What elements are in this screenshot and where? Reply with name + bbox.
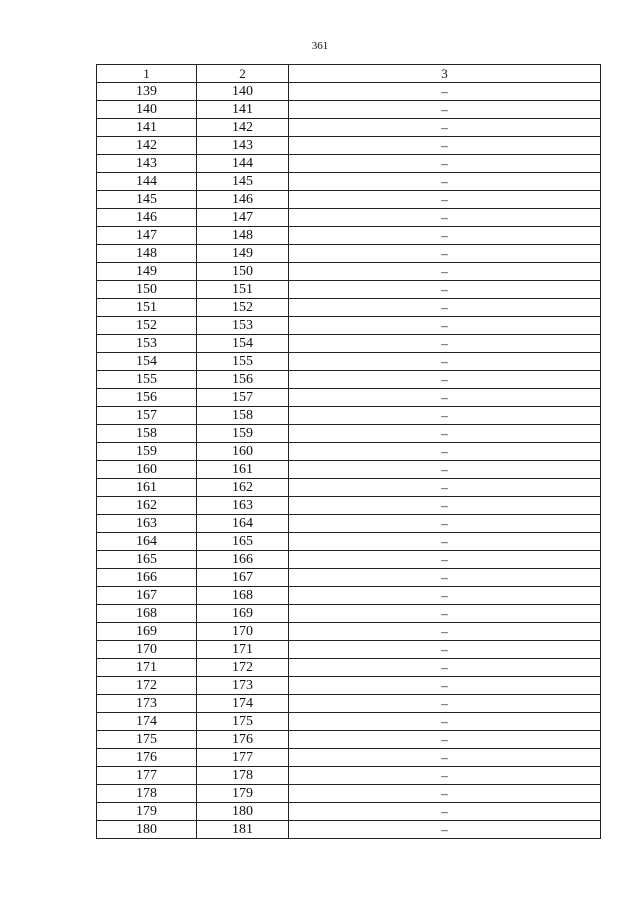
table-cell-col-2: 152 [197, 299, 289, 317]
table-cell-col-1: 162 [97, 497, 197, 515]
table-cell-col-2: 160 [197, 443, 289, 461]
table-cell-col-2: 149 [197, 245, 289, 263]
table-row [97, 281, 601, 299]
table-cell-col-1: 167 [97, 587, 197, 605]
column-header-2: 2 [197, 65, 289, 83]
page-number: 361 [311, 40, 329, 52]
table-cell-col-1: 140 [97, 101, 197, 119]
table-cell-col-2: 155 [197, 353, 289, 371]
table-cell-col-2: 167 [197, 569, 289, 587]
table-body [97, 83, 601, 839]
table-cell-col-2: 165 [197, 533, 289, 551]
table-cell-col-3: – [289, 623, 601, 641]
table-cell-col-3: – [289, 173, 601, 191]
table-cell-col-3: – [289, 479, 601, 497]
table-row [97, 299, 601, 317]
table-cell-col-1: 150 [97, 281, 197, 299]
table-cell-col-1: 159 [97, 443, 197, 461]
table-cell-col-1: 151 [97, 299, 197, 317]
table-cell-col-3: – [289, 371, 601, 389]
table-cell-col-1: 145 [97, 191, 197, 209]
table-row [97, 227, 601, 245]
table-cell-col-3: – [289, 497, 601, 515]
table-cell-col-3: – [289, 245, 601, 263]
table-row [97, 263, 601, 281]
table-cell-col-1: 174 [97, 713, 197, 731]
table-row [97, 407, 601, 425]
table-cell-col-2: 164 [197, 515, 289, 533]
table-cell-col-2: 143 [197, 137, 289, 155]
table-cell-col-1: 178 [97, 785, 197, 803]
table-cell-col-2: 146 [197, 191, 289, 209]
table-cell-col-2: 169 [197, 605, 289, 623]
table-cell-col-2: 166 [197, 551, 289, 569]
table-cell-col-2: 161 [197, 461, 289, 479]
table-cell-col-2: 153 [197, 317, 289, 335]
table-header-row [97, 65, 601, 83]
table-cell-col-2: 140 [197, 83, 289, 101]
table-row [97, 605, 601, 623]
table-cell-col-3: – [289, 551, 601, 569]
table-cell-col-1: 155 [97, 371, 197, 389]
table-cell-col-1: 143 [97, 155, 197, 173]
table-cell-col-1: 170 [97, 641, 197, 659]
table-cell-col-3: – [289, 803, 601, 821]
table-row [97, 335, 601, 353]
table-row [97, 533, 601, 551]
table-row [97, 353, 601, 371]
table-cell-col-3: – [289, 119, 601, 137]
table-cell-col-2: 172 [197, 659, 289, 677]
table-row [97, 623, 601, 641]
table-cell-col-3: – [289, 641, 601, 659]
table-cell-col-2: 154 [197, 335, 289, 353]
table-row [97, 209, 601, 227]
table-cell-col-3: – [289, 299, 601, 317]
table-row [97, 317, 601, 335]
table-cell-col-2: 181 [197, 821, 289, 839]
table-row [97, 749, 601, 767]
table-cell-col-1: 165 [97, 551, 197, 569]
table-row [97, 245, 601, 263]
table-cell-col-3: – [289, 317, 601, 335]
table-cell-col-3: – [289, 191, 601, 209]
table-cell-col-2: 179 [197, 785, 289, 803]
table-cell-col-3: – [289, 533, 601, 551]
table-cell-col-3: – [289, 605, 601, 623]
table-cell-col-1: 160 [97, 461, 197, 479]
table-row [97, 119, 601, 137]
table-row [97, 803, 601, 821]
table-row [97, 497, 601, 515]
table-row [97, 371, 601, 389]
table-cell-col-3: – [289, 749, 601, 767]
table-cell-col-2: 142 [197, 119, 289, 137]
table-cell-col-2: 173 [197, 677, 289, 695]
table-cell-col-3: – [289, 695, 601, 713]
table-cell-col-1: 169 [97, 623, 197, 641]
table-cell-col-2: 176 [197, 731, 289, 749]
table-cell-col-3: – [289, 353, 601, 371]
table-row [97, 389, 601, 407]
table-cell-col-1: 166 [97, 569, 197, 587]
table-row [97, 587, 601, 605]
table-row [97, 677, 601, 695]
table-cell-col-2: 168 [197, 587, 289, 605]
table-cell-col-1: 146 [97, 209, 197, 227]
table-cell-col-1: 172 [97, 677, 197, 695]
table-cell-col-1: 152 [97, 317, 197, 335]
table-row [97, 551, 601, 569]
table-cell-col-1: 147 [97, 227, 197, 245]
table-cell-col-3: – [289, 821, 601, 839]
table-row [97, 155, 601, 173]
table-cell-col-2: 158 [197, 407, 289, 425]
table-cell-col-1: 163 [97, 515, 197, 533]
table-row [97, 515, 601, 533]
table-row [97, 191, 601, 209]
table-row [97, 443, 601, 461]
table-cell-col-1: 142 [97, 137, 197, 155]
table-cell-col-1: 175 [97, 731, 197, 749]
table-cell-col-2: 157 [197, 389, 289, 407]
table-cell-col-3: – [289, 677, 601, 695]
table-cell-col-2: 180 [197, 803, 289, 821]
table-cell-col-1: 144 [97, 173, 197, 191]
table-cell-col-2: 156 [197, 371, 289, 389]
table-cell-col-1: 177 [97, 767, 197, 785]
table-row [97, 137, 601, 155]
table-cell-col-3: – [289, 281, 601, 299]
table-cell-col-1: 164 [97, 533, 197, 551]
table-cell-col-2: 171 [197, 641, 289, 659]
table-cell-col-2: 151 [197, 281, 289, 299]
table-cell-col-3: – [289, 461, 601, 479]
table-row [97, 767, 601, 785]
table-cell-col-3: – [289, 209, 601, 227]
table-cell-col-2: 170 [197, 623, 289, 641]
table-row [97, 173, 601, 191]
table-cell-col-3: – [289, 389, 601, 407]
table-row [97, 83, 601, 101]
table-cell-col-3: – [289, 83, 601, 101]
table-cell-col-3: – [289, 659, 601, 677]
table-cell-col-1: 171 [97, 659, 197, 677]
table-cell-col-3: – [289, 425, 601, 443]
table-cell-col-2: 141 [197, 101, 289, 119]
table-row [97, 461, 601, 479]
table-cell-col-2: 150 [197, 263, 289, 281]
table-cell-col-3: – [289, 407, 601, 425]
table-cell-col-2: 177 [197, 749, 289, 767]
column-header-3: 3 [289, 65, 601, 83]
table-cell-col-3: – [289, 137, 601, 155]
table-row [97, 425, 601, 443]
table-cell-col-3: – [289, 767, 601, 785]
table-cell-col-2: 148 [197, 227, 289, 245]
table-cell-col-1: 168 [97, 605, 197, 623]
table-cell-col-1: 180 [97, 821, 197, 839]
table-row [97, 695, 601, 713]
table-cell-col-2: 162 [197, 479, 289, 497]
table-row [97, 659, 601, 677]
table-cell-col-3: – [289, 587, 601, 605]
table-cell-col-3: – [289, 263, 601, 281]
table-row [97, 713, 601, 731]
table-cell-col-1: 141 [97, 119, 197, 137]
table-cell-col-2: 145 [197, 173, 289, 191]
table-cell-col-1: 179 [97, 803, 197, 821]
table-cell-col-1: 139 [97, 83, 197, 101]
table-cell-col-1: 149 [97, 263, 197, 281]
table-cell-col-3: – [289, 443, 601, 461]
table-row [97, 821, 601, 839]
table-cell-col-1: 157 [97, 407, 197, 425]
table-cell-col-3: – [289, 731, 601, 749]
table-cell-col-1: 148 [97, 245, 197, 263]
table-cell-col-1: 161 [97, 479, 197, 497]
table-cell-col-3: – [289, 785, 601, 803]
table-cell-col-1: 158 [97, 425, 197, 443]
table-cell-col-3: – [289, 155, 601, 173]
table-cell-col-1: 154 [97, 353, 197, 371]
table-cell-col-3: – [289, 227, 601, 245]
table-cell-col-3: – [289, 335, 601, 353]
table-row [97, 569, 601, 587]
table-cell-col-2: 159 [197, 425, 289, 443]
table-cell-col-1: 176 [97, 749, 197, 767]
table-row [97, 101, 601, 119]
table-cell-col-1: 153 [97, 335, 197, 353]
table-cell-col-1: 173 [97, 695, 197, 713]
table-cell-col-3: – [289, 569, 601, 587]
table-cell-col-3: – [289, 515, 601, 533]
table-row [97, 731, 601, 749]
table-cell-col-3: – [289, 101, 601, 119]
table-cell-col-2: 175 [197, 713, 289, 731]
table-cell-col-3: – [289, 713, 601, 731]
table-row [97, 641, 601, 659]
table-cell-col-1: 156 [97, 389, 197, 407]
table-cell-col-2: 147 [197, 209, 289, 227]
table-cell-col-2: 174 [197, 695, 289, 713]
table-cell-col-2: 178 [197, 767, 289, 785]
table-cell-col-2: 144 [197, 155, 289, 173]
table-row [97, 785, 601, 803]
table-cell-col-2: 163 [197, 497, 289, 515]
column-header-1: 1 [97, 65, 197, 83]
data-table [96, 64, 601, 839]
table-row [97, 479, 601, 497]
